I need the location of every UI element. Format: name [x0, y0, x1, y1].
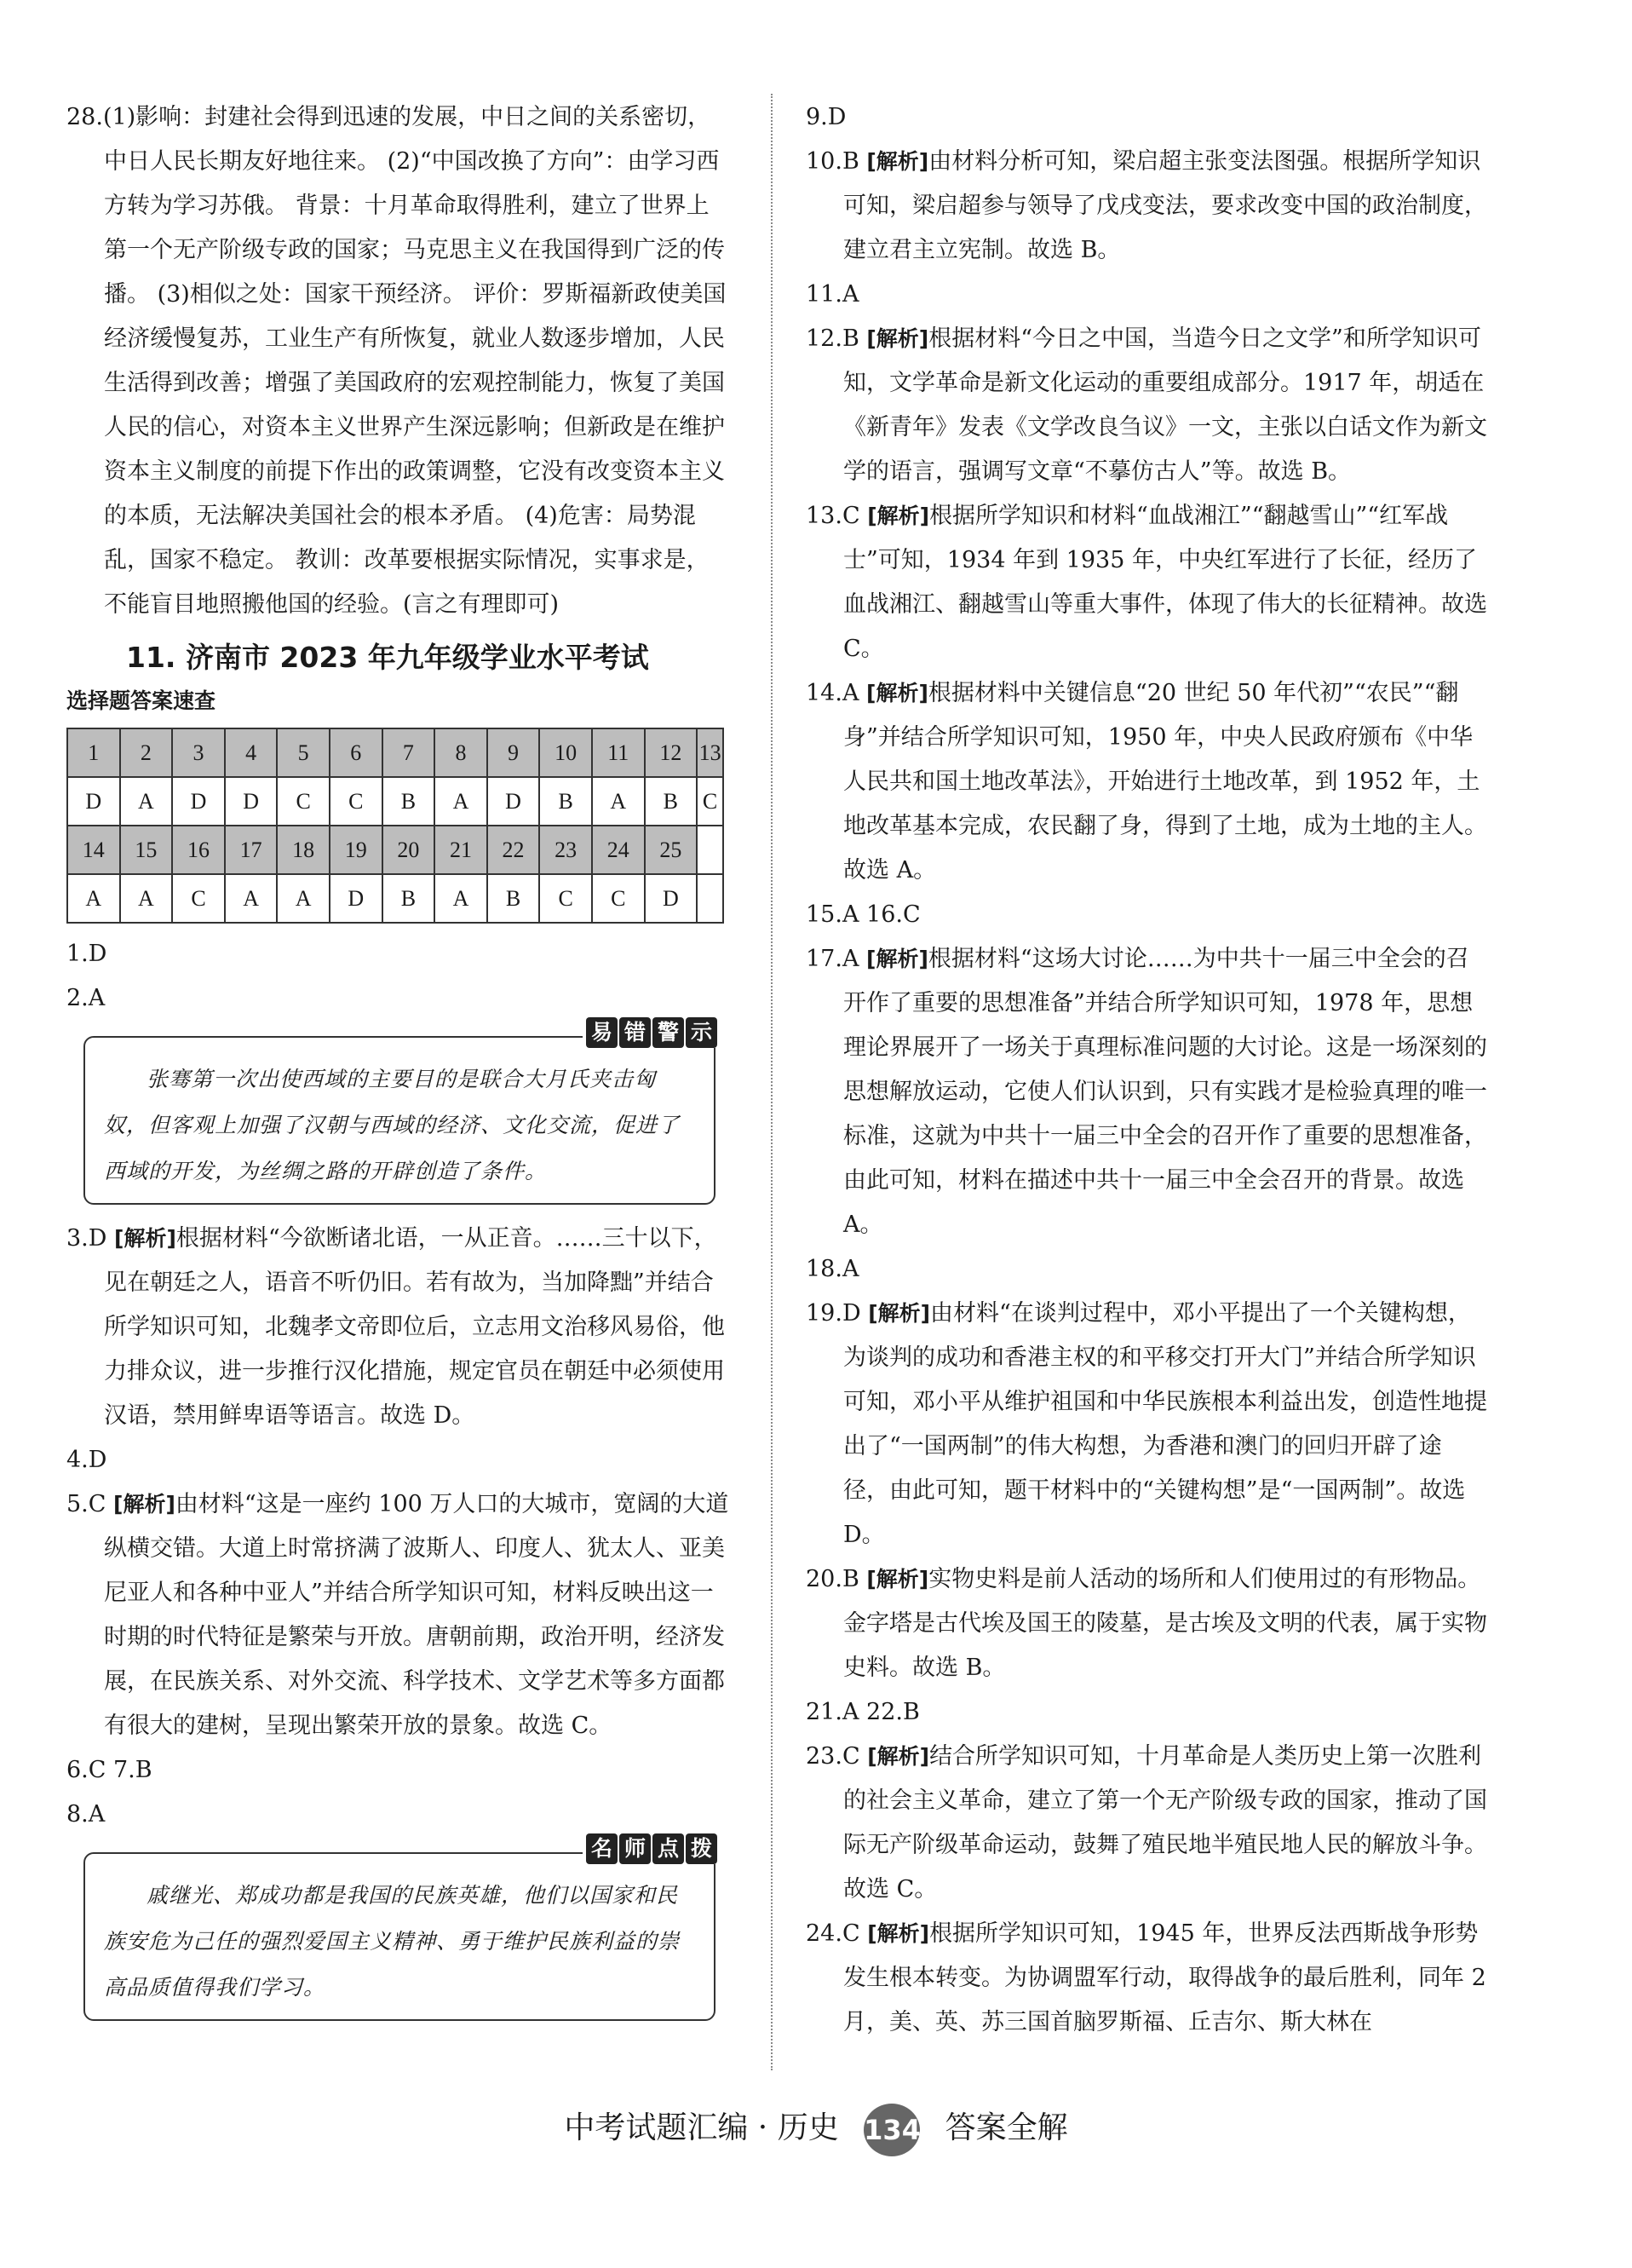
table-cell: B — [382, 777, 435, 826]
table-cell: A — [67, 874, 120, 923]
analysis-tag: [解析] — [866, 947, 928, 971]
answer-text: 根据材料“这场大讨论……为中共十一届三中全会的召开作了重要的思想准备”并结合所学知识可知，1978 年，思想理论界展开了一场关于真理标准问题的大讨论。这是一场深刻的思想解放运动，它使人们认识到，只有实践才是检验真理的唯一标准，这就为中共十一届三中全会的召开作了重要的思想准备，由此可知，材料在描述中共十一届三中全会召开的背景。故选 A。 — [843, 946, 1487, 1238]
answer-text: 根据所学知识和材料“血战湘江”“翻越雪山”“红军战士”可知，1934 年到 1935 年，中央红军进行了长征，经历了血战湘江、翻越雪山等重大事件，体现了伟大的长征精神。故选 C。 — [843, 503, 1487, 662]
footer-book-title: 中考试题汇编 · 历史 — [564, 2110, 839, 2145]
title-char: 点 — [652, 1833, 684, 1864]
analysis-tag: [解析] — [866, 1567, 929, 1592]
table-cell: 3 — [172, 728, 225, 777]
table-cell: A — [592, 777, 645, 826]
answer-5 — [66, 1482, 731, 1748]
analysis-tag: [解析] — [866, 681, 928, 705]
table-cell: 23 — [539, 826, 592, 874]
table-cell: B — [645, 777, 698, 826]
table-cell: 20 — [382, 826, 435, 874]
answer-20 — [806, 1557, 1487, 1690]
error-warning-title — [583, 1017, 721, 1048]
answer-10 — [806, 140, 1487, 273]
quick-answer-title: 选择题答案速查 — [66, 688, 216, 713]
answer-number: 14.A — [806, 680, 859, 706]
title-char: 错 — [619, 1017, 651, 1048]
answer-number: 24.C — [806, 1920, 860, 1947]
answer-11: 11.A — [806, 281, 859, 308]
answer-number: 10.B — [806, 148, 859, 175]
right-column — [806, 95, 1487, 2045]
answer-number: 20.B — [806, 1566, 859, 1592]
analysis-tag: [解析] — [867, 1921, 930, 1946]
answer-19 — [806, 1292, 1487, 1557]
answer-number: 3.D — [66, 1225, 107, 1252]
analysis-tag: [解析] — [866, 326, 929, 351]
answer-table — [66, 728, 724, 924]
table-cell: 8 — [434, 728, 487, 777]
answer-3 — [66, 1217, 731, 1438]
table-cell: 24 — [592, 826, 645, 874]
answer-text: 结合所学知识可知，十月革命是人类历史上第一次胜利的社会主义革命，建立了第一个无产阶级专政的国家，推动了国际无产阶级革命运动，鼓舞了殖民地半殖民地人民的解放斗争。故选 C。 — [843, 1743, 1487, 1902]
answer-text: 根据材料“今日之中国，当造今日之文学”和所学知识可知，文学革命是新文化运动的重要组成部分。1917 年，胡适在《新青年》发表《文学改良刍议》一文，主张以白话文作为新文学的语言，强调写文章“不摹仿古人”等。故选 B。 — [843, 325, 1487, 485]
answer-text: 根据材料中关键信息“20 世纪 50 年代初”“农民”“翻身”并结合所学知识可知，1950 年，中央人民政府颁布《中华人民共和国土地改革法》，开始进行土地改革，到 1952 年，土地改革基本完成，农民翻了身，得到了土地，成为土地的主人。故选 A。 — [843, 680, 1487, 884]
table-cell: 13 — [697, 728, 723, 777]
answer-6-7: 6.C 7.B — [66, 1757, 152, 1783]
table-cell: 9 — [487, 728, 540, 777]
table-cell: 4 — [225, 728, 278, 777]
answer-number: 12.B — [806, 325, 859, 352]
title-char: 示 — [686, 1017, 717, 1048]
answer-text: 由材料“这是一座约 100 万人口的大城市，宽阔的大道纵横交错。大道上时常挤满了波斯人、印度人、犹太人、亚美尼亚人和各种中亚人”并结合所学知识可知，材料反映出这一时期的时代特征是繁荣与开放。唐朝前期，政治开明，经济发展，在民族关系、对外交流、科学技术、文学艺术等多方面都有很大的建树，呈现出繁荣开放的景象。故选 C。 — [104, 1491, 729, 1739]
answer-number: 13.C — [806, 503, 860, 529]
answer-number: 19.D — [806, 1300, 861, 1327]
table-cell: 17 — [225, 826, 278, 874]
answer-21-22: 21.A 22.B — [806, 1699, 920, 1725]
table-row-answers-2 — [67, 874, 723, 923]
table-cell: 14 — [67, 826, 120, 874]
table-cell: A — [434, 874, 487, 923]
table-cell: 5 — [277, 728, 330, 777]
teacher-tip-title — [583, 1833, 721, 1864]
answer-24 — [806, 1912, 1487, 2045]
table-cell: C — [172, 874, 225, 923]
analysis-tag: [解析] — [868, 1301, 931, 1326]
answer-12 — [806, 317, 1487, 494]
table-cell: 22 — [487, 826, 540, 874]
table-cell: 6 — [330, 728, 382, 777]
answer-28: 28.(1)影响：封建社会得到迅速的发展，中日之间的关系密切，中日人民长期友好地往来。 (2)“中国改换了方向”：由学习西方转为学习苏俄。 背景：十月革命取得胜利，建立了世界上第一个无产阶级专政的国家；马克思主义在我国得到广泛的传播。 (3)相似之处：国家干预经济。 评价：罗斯福新政使美国经济缓慢复苏，工业生产有所恢复，就业人数逐步增加，人民生活得到改善；增强了美国政府的宏观控制能力，恢复了美国人民的信心，对资本主义世界产生深远影响；但新政是在维护资本主义制度的前提下作出的政策调整，它没有改变资本主义的本质，无法解决美国社会的根本矛盾。 (4)危害：局势混乱，国家不稳定。 教训：改革要根据实际情况，实事求是，不能盲目地照搬他国的经验。(言之有理即可) — [66, 104, 727, 618]
answer-15-16: 15.A 16.C — [806, 901, 921, 928]
table-cell-empty — [697, 826, 723, 874]
table-cell: D — [645, 874, 698, 923]
table-cell: D — [330, 874, 382, 923]
answer-number: 5.C — [66, 1491, 106, 1517]
answer-number: 23.C — [806, 1743, 860, 1770]
table-cell: A — [120, 777, 173, 826]
title-char: 警 — [652, 1017, 684, 1048]
analysis-tag: [解析] — [113, 1492, 175, 1517]
table-cell: 7 — [382, 728, 435, 777]
answer-text: 由材料分析可知，梁启超主张变法图强。根据所学知识可知，梁启超参与领导了戊戌变法，要求改变中国的政治制度，建立君主立宪制。故选 B。 — [843, 148, 1487, 263]
table-row-numbers-1 — [67, 728, 723, 777]
table-cell: C — [592, 874, 645, 923]
title-char: 易 — [586, 1017, 618, 1048]
table-cell: D — [172, 777, 225, 826]
table-cell: B — [382, 874, 435, 923]
answer-1: 1.D — [66, 941, 107, 967]
answer-9: 9.D — [806, 104, 847, 130]
table-cell: 18 — [277, 826, 330, 874]
page-footer — [0, 2103, 1632, 2156]
table-cell: A — [277, 874, 330, 923]
table-cell: 12 — [645, 728, 698, 777]
table-cell: D — [225, 777, 278, 826]
table-cell: 2 — [120, 728, 173, 777]
analysis-tag: [解析] — [114, 1226, 176, 1251]
column-divider — [771, 94, 773, 2070]
table-cell: C — [277, 777, 330, 826]
table-cell: A — [225, 874, 278, 923]
answer-8: 8.A — [66, 1801, 106, 1828]
table-cell: C — [539, 874, 592, 923]
table-cell: D — [487, 777, 540, 826]
table-cell: C — [697, 777, 723, 826]
table-cell: 19 — [330, 826, 382, 874]
table-cell: D — [67, 777, 120, 826]
error-warning-text: 张骞第一次出使西域的主要目的是联合大月氏夹击匈奴，但客观上加强了汉朝与西域的经济、文化交流，促进了西域的开发，为丝绸之路的开辟创造了条件。 — [83, 1036, 715, 1205]
table-cell: 16 — [172, 826, 225, 874]
left-column — [66, 95, 731, 2033]
table-row-numbers-2 — [67, 826, 723, 874]
page-number: 134 — [864, 2104, 920, 2156]
table-cell: 15 — [120, 826, 173, 874]
table-cell: A — [434, 777, 487, 826]
table-cell-empty — [697, 874, 723, 923]
title-char: 名 — [586, 1833, 618, 1864]
answer-13 — [806, 494, 1487, 671]
section-title: 11. 济南市 2023 年九年级学业水平考试 — [126, 641, 649, 674]
teacher-tip-text: 戚继光、郑成功都是我国的民族英雄，他们以国家和民族安危为己任的强烈爱国主义精神、勇于维护民族利益的崇高品质值得我们学习。 — [83, 1852, 715, 2021]
table-cell: 21 — [434, 826, 487, 874]
table-cell: 11 — [592, 728, 645, 777]
title-char: 师 — [619, 1833, 651, 1864]
table-cell: 10 — [539, 728, 592, 777]
answer-text: 由材料“在谈判过程中，邓小平提出了一个关键构想，为谈判的成功和香港主权的和平移交打开大门”并结合所学知识可知，邓小平从维护祖国和中华民族根本利益出发，创造性地提出了“一国两制”的伟大构想，为香港和澳门的回归开辟了途径，由此可知，题干材料中的“关键构想”是“一国两制”。故选 D。 — [843, 1300, 1487, 1548]
title-char: 拨 — [686, 1833, 717, 1864]
answer-text: 根据所学知识可知，1945 年，世界反法西斯战争形势发生根本转变。为协调盟军行动，取得战争的最后胜利，同年 2 月，美、英、苏三国首脑罗斯福、丘吉尔、斯大林在 — [843, 1920, 1486, 2035]
answer-18: 18.A — [806, 1256, 859, 1282]
table-cell: 25 — [645, 826, 698, 874]
table-cell: B — [539, 777, 592, 826]
table-cell: A — [120, 874, 173, 923]
table-cell: 1 — [67, 728, 120, 777]
answer-14 — [806, 671, 1487, 893]
analysis-tag: [解析] — [867, 504, 930, 528]
answer-17 — [806, 937, 1487, 1247]
answer-4: 4.D — [66, 1447, 107, 1473]
analysis-tag: [解析] — [866, 149, 929, 174]
table-cell: C — [330, 777, 382, 826]
teacher-tip-box — [83, 1836, 715, 2021]
answer-number: 17.A — [806, 946, 859, 972]
answer-23 — [806, 1735, 1487, 1912]
table-row-answers-1 — [67, 777, 723, 826]
footer-subtitle: 答案全解 — [945, 2110, 1068, 2145]
answer-text: 根据材料“今欲断诸北语，一从正音。……三十以下，见在朝廷之人，语音不听仍旧。若有故为，当加降黜”并结合所学知识可知，北魏孝文帝即位后，立志用文治移风易俗，他力排众议，进一步推行汉化措施，规定官员在朝廷中必须使用汉语，禁用鲜卑语等语言。故选 D。 — [104, 1225, 725, 1429]
answer-2: 2.A — [66, 985, 106, 1011]
answer-text: 实物史料是前人活动的场所和人们使用过的有形物品。金字塔是古代埃及国王的陵墓，是古埃及文明的代表，属于实物史料。故选 B。 — [843, 1566, 1487, 1681]
analysis-tag: [解析] — [867, 1744, 930, 1769]
error-warning-box — [83, 1020, 715, 1205]
table-cell: B — [487, 874, 540, 923]
